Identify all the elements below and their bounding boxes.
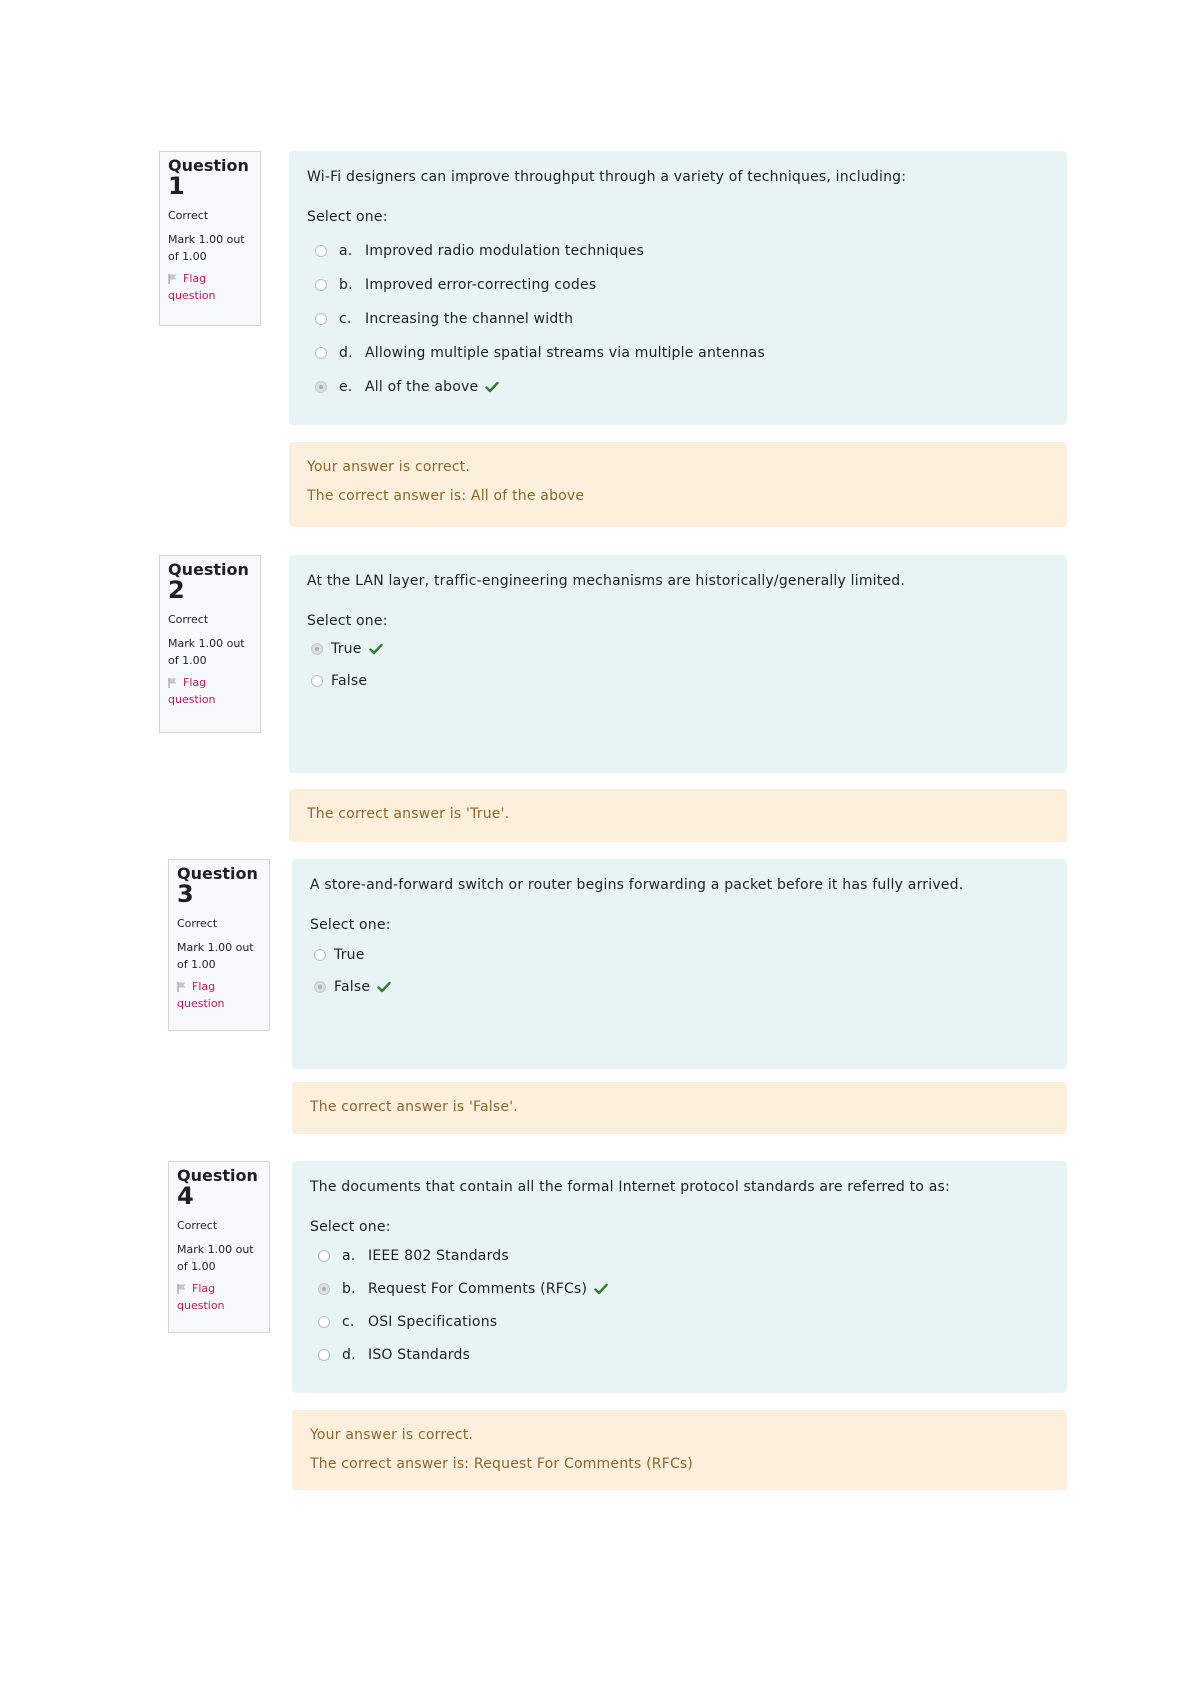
flag-question-label: Flag question xyxy=(168,272,216,302)
select-one-prompt: Select one: xyxy=(307,613,388,629)
answer-option-a[interactable] xyxy=(307,234,1049,268)
answer-option-c[interactable] xyxy=(310,1305,1049,1338)
option-text: Increasing the channel width xyxy=(365,311,574,327)
feedback-correct-answer: The correct answer is 'False'. xyxy=(310,1099,518,1115)
radio-button-selected[interactable] xyxy=(318,1283,330,1295)
question-number: 3 xyxy=(177,880,194,908)
question-label: Question xyxy=(168,156,249,175)
answer-option-e[interactable] xyxy=(307,370,1049,404)
radio-button[interactable] xyxy=(315,347,327,359)
answer-option-false[interactable] xyxy=(307,665,1049,697)
radio-button-selected[interactable] xyxy=(314,981,326,993)
question-text: At the LAN layer, traffic-engineering mechanisms are historically/generally limited. xyxy=(307,573,906,589)
select-one-prompt: Select one: xyxy=(310,1219,391,1235)
radio-button[interactable] xyxy=(315,279,327,291)
option-letter: d. xyxy=(342,1346,356,1363)
question-state: Correct xyxy=(168,613,209,626)
flag-icon xyxy=(168,677,179,688)
check-icon xyxy=(594,1283,608,1295)
radio-button-selected[interactable] xyxy=(311,643,323,655)
question-feedback-3 xyxy=(292,1082,1067,1134)
option-text: True xyxy=(331,641,362,657)
feedback-correct-answer: The correct answer is: All of the above xyxy=(307,488,585,504)
question-grade: Mark 1.00 out of 1.00 xyxy=(177,941,254,971)
flag-question-label: Flag question xyxy=(177,1282,225,1312)
radio-button[interactable] xyxy=(315,245,327,257)
question-text: The documents that contain all the formal Internet protocol standards are referred to as: xyxy=(310,1179,950,1195)
answer-options xyxy=(307,234,1049,404)
option-text: ISO Standards xyxy=(368,1346,471,1363)
option-letter: b. xyxy=(339,277,353,293)
radio-button[interactable] xyxy=(311,675,323,687)
question-formulation-4 xyxy=(292,1161,1067,1393)
question-state: Correct xyxy=(177,1219,218,1232)
answer-option-false[interactable] xyxy=(310,971,1049,1003)
question-feedback-1 xyxy=(289,442,1067,527)
option-letter: e. xyxy=(339,379,353,395)
radio-button[interactable] xyxy=(318,1250,330,1262)
question-info-1 xyxy=(159,151,261,326)
flag-question-link[interactable] xyxy=(168,270,252,304)
feedback-status: Your answer is correct. xyxy=(310,1427,474,1443)
option-letter: c. xyxy=(342,1313,355,1330)
question-feedback-2 xyxy=(289,789,1067,842)
flag-question-label: Flag question xyxy=(177,980,225,1010)
radio-button[interactable] xyxy=(318,1349,330,1361)
question-number: 2 xyxy=(168,576,185,604)
answer-option-true[interactable] xyxy=(310,939,1049,971)
option-letter: b. xyxy=(342,1280,356,1297)
question-text: Wi-Fi designers can improve throughput through a variety of techniques, including: xyxy=(307,169,907,185)
flag-icon xyxy=(177,1283,188,1294)
flag-question-label: Flag question xyxy=(168,676,216,706)
option-text: True xyxy=(334,947,365,963)
answer-option-d[interactable] xyxy=(307,336,1049,370)
answer-option-c[interactable] xyxy=(307,302,1049,336)
question-state: Correct xyxy=(177,917,218,930)
question-number: 4 xyxy=(177,1182,194,1210)
option-letter: a. xyxy=(339,243,353,259)
question-formulation-2 xyxy=(289,555,1067,773)
question-formulation-3 xyxy=(292,859,1067,1069)
flag-question-link[interactable] xyxy=(177,978,261,1012)
answer-option-d[interactable] xyxy=(310,1338,1049,1371)
question-label: Question xyxy=(177,1166,258,1185)
question-number: 1 xyxy=(168,172,185,200)
question-label: Question xyxy=(168,560,249,579)
option-letter: c. xyxy=(339,311,352,327)
question-info-2 xyxy=(159,555,261,733)
option-letter: d. xyxy=(339,345,353,361)
radio-button-selected[interactable] xyxy=(315,381,327,393)
answer-option-b[interactable] xyxy=(310,1272,1049,1305)
question-grade: Mark 1.00 out of 1.00 xyxy=(168,637,245,667)
select-one-prompt: Select one: xyxy=(310,917,391,933)
flag-question-link[interactable] xyxy=(168,674,252,708)
question-info-4 xyxy=(168,1161,270,1333)
question-label: Question xyxy=(177,864,258,883)
radio-button[interactable] xyxy=(314,949,326,961)
question-formulation-1 xyxy=(289,151,1067,425)
option-text: False xyxy=(331,673,368,689)
option-text: Improved error-correcting codes xyxy=(365,277,597,293)
question-state: Correct xyxy=(168,209,209,222)
option-text: Request For Comments (RFCs) xyxy=(368,1280,588,1297)
option-letter: a. xyxy=(342,1247,356,1264)
option-text: All of the above xyxy=(365,379,479,395)
question-info-3 xyxy=(168,859,270,1031)
radio-button[interactable] xyxy=(318,1316,330,1328)
answer-options xyxy=(310,1239,1049,1371)
flag-icon xyxy=(177,981,188,992)
option-text: False xyxy=(334,979,371,995)
feedback-correct-answer: The correct answer is: Request For Comments (RFCs) xyxy=(310,1456,694,1472)
flag-question-link[interactable] xyxy=(177,1280,261,1314)
question-feedback-4 xyxy=(292,1410,1067,1490)
check-icon xyxy=(485,381,499,393)
answer-option-a[interactable] xyxy=(310,1239,1049,1272)
option-text: Improved radio modulation techniques xyxy=(365,243,645,259)
answer-options xyxy=(310,939,1049,1003)
question-grade: Mark 1.00 out of 1.00 xyxy=(168,233,245,263)
answer-option-true[interactable] xyxy=(307,633,1049,665)
answer-option-b[interactable] xyxy=(307,268,1049,302)
check-icon xyxy=(377,981,391,993)
feedback-correct-answer: The correct answer is 'True'. xyxy=(307,806,510,822)
select-one-prompt: Select one: xyxy=(307,209,388,225)
answer-options xyxy=(307,633,1049,697)
option-text: Allowing multiple spatial streams via multiple antennas xyxy=(365,345,765,361)
option-text: OSI Specifications xyxy=(368,1313,498,1330)
question-text: A store-and-forward switch or router begins forwarding a packet before it has fully arrived. xyxy=(310,877,964,893)
feedback-status: Your answer is correct. xyxy=(307,459,471,475)
check-icon xyxy=(369,643,383,655)
flag-icon xyxy=(168,273,179,284)
question-grade: Mark 1.00 out of 1.00 xyxy=(177,1243,254,1273)
option-text: IEEE 802 Standards xyxy=(368,1247,509,1264)
radio-button[interactable] xyxy=(315,313,327,325)
